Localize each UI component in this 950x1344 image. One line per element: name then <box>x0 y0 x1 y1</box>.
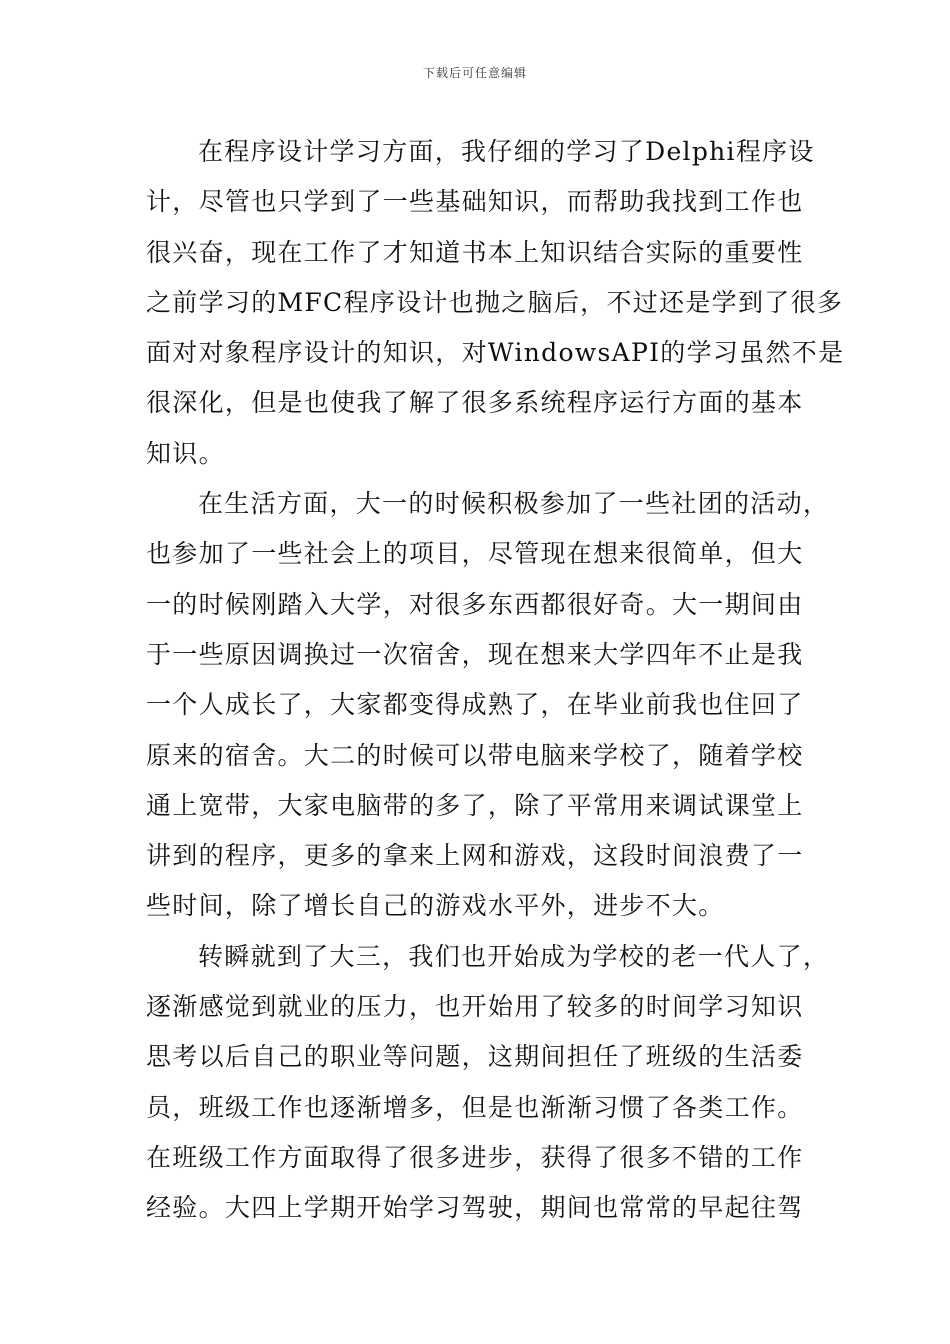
paragraph-junior-year <box>146 932 830 1234</box>
text-line: 在程序设计学习方面，我仔细的学习了Delphi程序设 <box>198 137 815 166</box>
text-line: 之前学习的MFC程序设计也抛之脑后，不过还是学到了很多 <box>146 287 844 317</box>
text-line: 面对对象程序设计的知识，对WindowsAPI的学习虽然不是 <box>146 338 845 368</box>
text-line: 逐渐感觉到就业的压力，也开始用了较多的时间学习知识 <box>146 992 804 1022</box>
paragraph-programming <box>146 127 845 479</box>
text-line: 员，班级工作也逐渐增多，但是也渐渐习惯了各类工作。 <box>146 1092 804 1122</box>
text-line: 通上宽带，大家电脑带的多了，除了平常用来调试课堂上 <box>146 790 804 820</box>
text-line: 知识。 <box>146 438 225 468</box>
text-line: 于一些原因调换过一次宿舍，现在想来大学四年不止是我 <box>146 639 804 669</box>
text-line: 计，尽管也只学到了一些基础知识，而帮助我找到工作也 <box>146 187 804 217</box>
document-body <box>146 127 845 1234</box>
text-line: 些时间，除了增长自己的游戏水平外，进步不大。 <box>146 891 725 921</box>
text-line: 很兴奋，现在工作了才知道书本上知识结合实际的重要性 <box>146 237 804 267</box>
text-line: 在班级工作方面取得了很多进步，获得了很多不错的工作 <box>146 1142 804 1172</box>
text-line: 一个人成长了，大家都变得成熟了，在毕业前我也住回了 <box>146 690 804 720</box>
text-line: 经验。大四上学期开始学习驾驶，期间也常常的早起往驾 <box>146 1193 804 1223</box>
text-line: 讲到的程序，更多的拿来上网和游戏，这段时间浪费了一 <box>146 841 804 871</box>
text-line: 也参加了一些社会上的项目，尽管现在想来很简单，但大 <box>146 539 804 569</box>
text-line: 在生活方面，大一的时候积极参加了一些社团的活动， <box>198 489 830 519</box>
text-line: 转瞬就到了大三，我们也开始成为学校的老一代人了， <box>198 941 830 971</box>
text-line: 一的时候刚踏入大学，对很多东西都很好奇。大一期间由 <box>146 589 804 619</box>
paragraph-life <box>146 479 830 932</box>
text-line: 思考以后自己的职业等问题，这期间担任了班级的生活委 <box>146 1042 804 1072</box>
text-line: 原来的宿舍。大二的时候可以带电脑来学校了，随着学校 <box>146 740 804 770</box>
page-header: 下载后可任意编辑 <box>422 66 527 80</box>
text-line: 很深化，但是也使我了解了很多系统程序运行方面的基本 <box>146 388 804 418</box>
